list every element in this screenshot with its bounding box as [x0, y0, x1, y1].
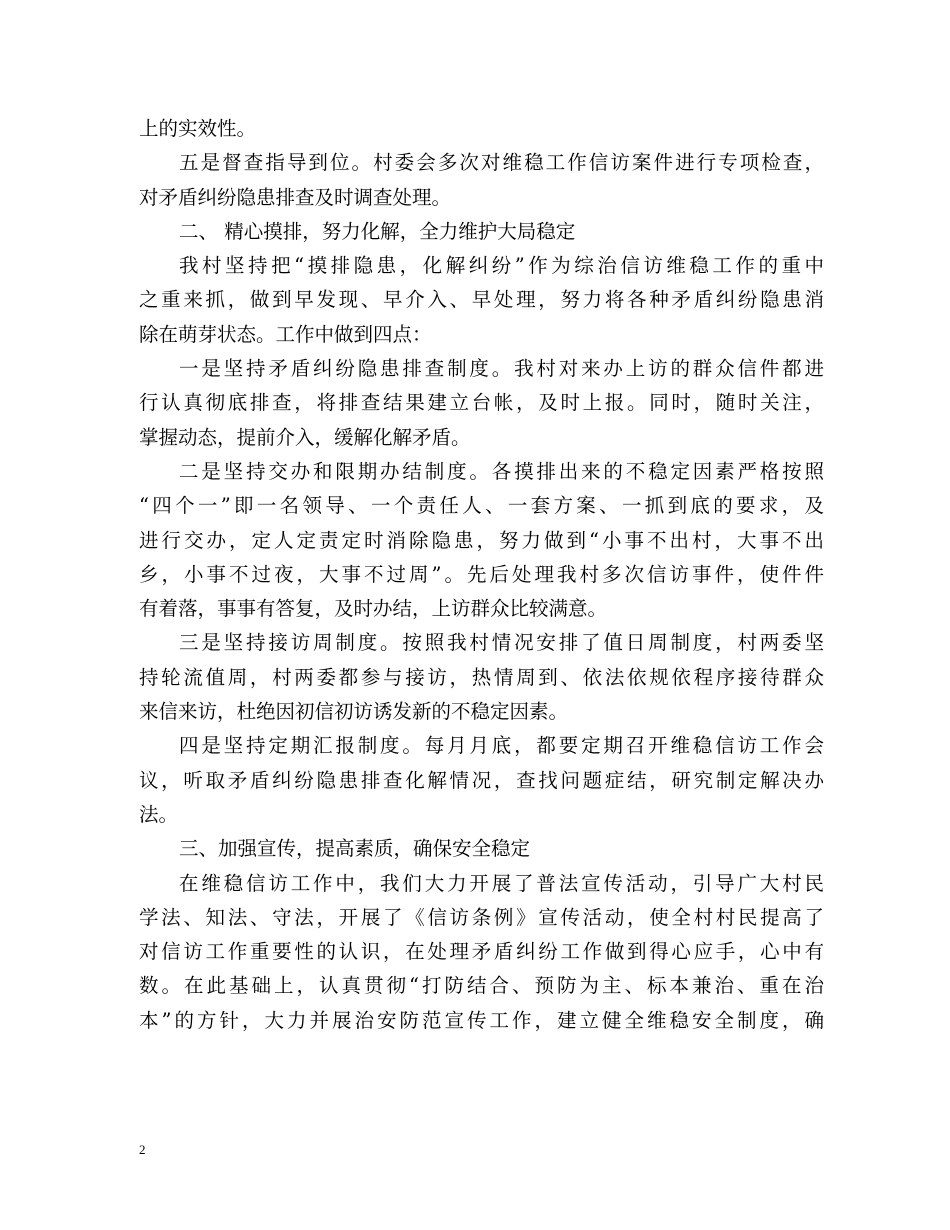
text-line: 之重来抓，做到早发现、早介入、早处理，努力将各种矛盾纠纷隐患消	[139, 288, 824, 312]
text-line: 五是督查指导到位。村委会多次对维稳工作信访案件进行专项检查，	[179, 151, 824, 175]
text-line: 议，听取矛盾纠纷隐患排查化解情况，查找问题症结，研究制定解决办	[139, 768, 824, 792]
text-line: 学法、知法、守法，开展了《信访条例》宣传活动，使全村村民提高了	[139, 905, 824, 929]
text-line: “四个一”即一名领导、一个责任人、一套方案、一抓到底的要求，及	[139, 494, 824, 518]
text-line: 数。在此基础上，认真贯彻“打防结合、预防为主、标本兼治、重在治	[139, 974, 824, 998]
text-line: 对矛盾纠纷隐患排查及时调查处理。	[139, 185, 452, 209]
text-line: 一是坚持矛盾纠纷隐患排查制度。我村对来办上访的群众信件都进	[179, 357, 824, 381]
page-number: 2	[139, 1142, 146, 1157]
document-body	[139, 112, 824, 1038]
text-line: 乡，小事不过夜，大事不过周”。先后处理我村多次信访事件，使件件	[139, 562, 824, 586]
text-line: 三是坚持接访周制度。按照我村情况安排了值日周制度，村两委坚	[179, 631, 824, 655]
text-line: 对信访工作重要性的认识，在处理矛盾纠纷工作做到得心应手，心中有	[139, 940, 824, 964]
section-heading: 三、加强宣传，提高素质，确保安全稳定	[179, 837, 531, 861]
text-line: 我村坚持把“摸排隐患，化解纠纷”作为综治信访维稳工作的重中	[179, 254, 824, 278]
text-line: 来信来访，杜绝因初信初访诱发新的不稳定因素。	[139, 700, 569, 724]
text-line: 行认真彻底排查，将排查结果建立台帐，及时上报。同时，随时关注，	[139, 391, 824, 415]
text-line: 本”的方针，大力并展治安防范宣传工作，建立健全维稳安全制度，确	[139, 1008, 824, 1032]
text-line: 四是坚持定期汇报制度。每月月底，都要定期召开维稳信访工作会	[179, 734, 824, 758]
text-line: 上的实效性。	[139, 117, 257, 140]
text-line: 进行交办，定人定责定时消除隐患，努力做到“小事不出村，大事不出	[139, 528, 824, 552]
text-line: 二是坚持交办和限期办结制度。各摸排出来的不稳定因素严格按照	[179, 459, 824, 483]
text-line: 在维稳信访工作中，我们大力开展了普法宣传活动，引导广大村民	[179, 871, 824, 895]
text-line: 除在萌芽状态。工作中做到四点：	[139, 322, 432, 346]
text-line: 掌握动态，提前介入，缓解化解矛盾。	[139, 425, 471, 449]
text-line: 持轮流值周，村两委都参与接访，热情周到、依法依规依程序接待群众	[139, 665, 824, 689]
section-heading: 二、 精心摸排，努力化解，全力维护大局稳定	[179, 219, 576, 243]
text-line: 有着落，事事有答复，及时办结，上访群众比较满意。	[139, 597, 608, 621]
text-line: 法。	[139, 802, 179, 826]
